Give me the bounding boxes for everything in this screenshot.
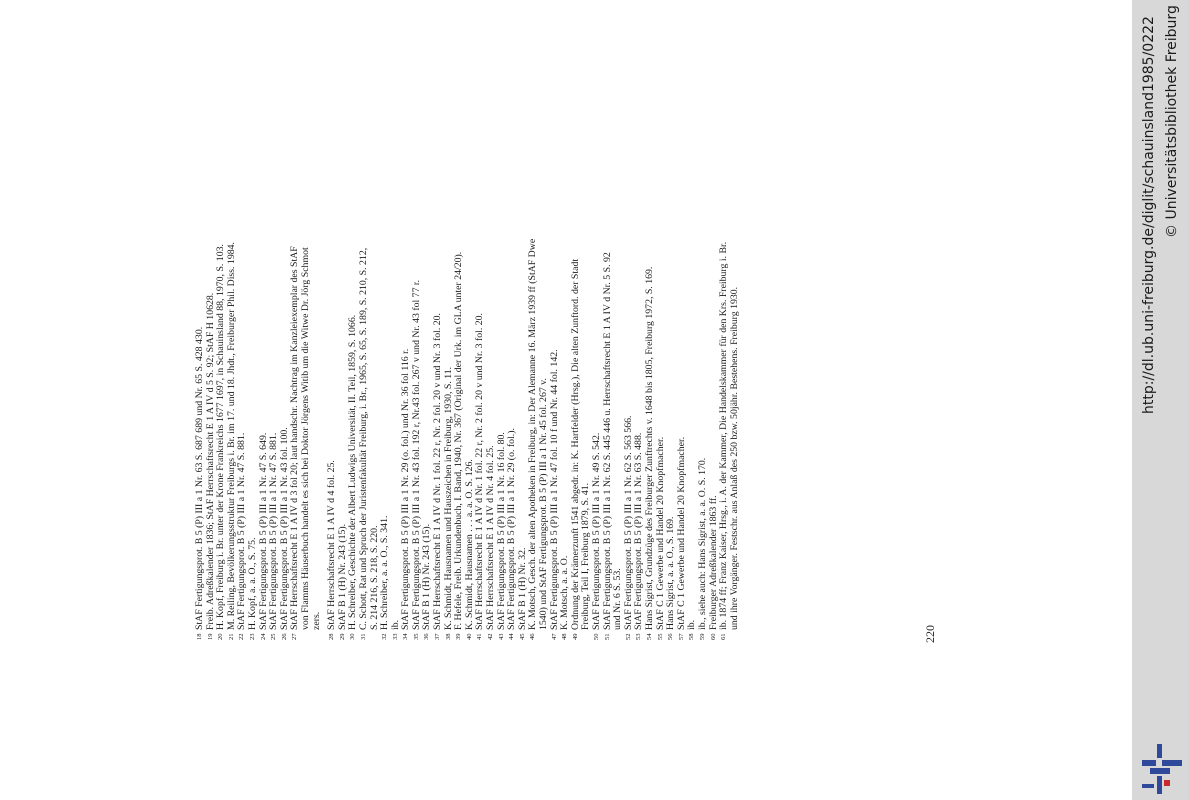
footnote-text: ib. 1874 ff; Franz Kaiser, Hrsg., i. A. der Kammer, Die Handelskammer für den Krs. Freiburg i. Br.: [718, 241, 730, 630]
footnote-number: 42: [487, 633, 495, 640]
footnote-number: 22: [238, 633, 246, 640]
footnote-text: H. Schreiber, a. a. O., S. 341.: [379, 515, 391, 630]
footnote-number: 25: [270, 633, 278, 640]
footnote-text: StAF Fertigungsprot. B 5 (P) III a 1 Nr. 43 fol. 100.: [278, 427, 290, 630]
footnote-text: StAF Fertigungsprot. B 5 (P) III a 1 Nr. 63 S. 687 689 und Nr. 65 S. 428 430.: [194, 326, 205, 630]
footnote-number: 58: [688, 633, 696, 640]
footnote-number: 18: [196, 633, 203, 640]
footnote-number: 51: [603, 633, 611, 640]
footnote-text: StAF Fertigungsprot. B 5 (P) III a 1 Nr. 62 S. 445 446 u. Herrschaftsrecht E 1 A IV d Nr. 5 S. 92: [601, 252, 613, 630]
footnote-text: StAF Herrschaftsrecht E 1 A IV d 3 fol 20; laut handschr. Nachtrag im Kanzleiexemplar des StAF: [289, 246, 301, 630]
footnote-number: 44: [508, 633, 516, 640]
footnote-number: 43: [497, 633, 505, 640]
footnote-item: [359, 120, 380, 640]
footnote-number: 61: [720, 633, 728, 640]
footnote-item: [248, 120, 259, 640]
footnote-text: StAF Herrschaftsrecht E 1 A IV d 4 fol. 25.: [326, 460, 338, 630]
footnote-number: 50: [592, 633, 600, 640]
library-logo-icon: [1140, 744, 1184, 794]
footnote-number: 36: [423, 633, 431, 640]
footnote-number: 19: [206, 633, 214, 640]
footnote-text: 1540) und StAF Fertigungsprot. B 5 (P) III a 1 Nr. 45 fol. 267 v.: [538, 378, 549, 630]
footnote-item: [603, 120, 624, 640]
footnote-number: 55: [656, 633, 664, 640]
footnote-text: StAF C 1 Gewerbe und Handel 20 Knopfmacher.: [654, 436, 666, 630]
footnote-text: StAF Fertigungsprot. B 5 (P) III a 1 Nr. 49 S. 542.: [590, 432, 602, 630]
footnote-number: 32: [381, 633, 389, 640]
footnote-text: StAF Fertigungsprot. B 5 (P) III a 1 Nr. 47 S. 649.: [257, 432, 269, 630]
footnote-number: 30: [349, 633, 357, 640]
footnote-number: 60: [709, 633, 717, 640]
footnote-text: ib., siehe auch: Hans Sigrist, a. a. O. S. 170.: [696, 457, 708, 630]
footnote-text: H. Kopf, a. a. O., S. 75.: [246, 537, 258, 630]
footnote-text: StAF Fertigungsprot. B 5 (P) III a 1 Nr. 47 S. 881.: [268, 432, 280, 630]
footnote-number: 31: [359, 633, 367, 640]
footnote-text: F. Hefele, Freib. Urkundenbuch, I. Band, 1940, Nr. 367 (Original der Urk. im GLA unter 24/20).: [453, 251, 465, 630]
footnote-text: StAF Fertigungsprot. B 5 (P) III a 1 Nr. 47 S. 881.: [236, 432, 248, 630]
footnote-number: 23: [248, 633, 256, 640]
footnote-text: Freiburg, Teil I, Freiburg 1879, S. 41.: [580, 482, 592, 630]
footnote-number: 39: [455, 633, 463, 640]
footnote-number: 34: [402, 633, 410, 640]
footnote-text: StAF Fertigungsprot. B 5 (P) III a 1 Nr. 47 fol. 10 f und Nr. 44 fol. 142.: [548, 349, 560, 630]
footnote-text: K. Motsch, Gesch. der alten Apotheken in Freiburg, in: Der Alemanne 16. März 1939 ff (StAF Dwe: [527, 238, 539, 630]
footnote-text: H. Schreiber, Geschichte der Albert Ludwigs Universität, II. Teil, 1859, S. 1066.: [347, 314, 359, 630]
footnote-text: M. Reiling, Bevölkerungsstruktur Freiburgs i. Br. im 17. und 18. Jhdt., Freiburger Phil. Diss. 1984.: [225, 242, 237, 630]
footnote-text: StAF B 1 (H) Nr. 32.: [516, 547, 528, 630]
footnote-text: Hans Sigrist, Grundzüge des Freiburger Zunftrechts v. 1648 bis 1805, Freiburg 1972, S. 169.: [643, 266, 655, 630]
footnote-item: [677, 120, 688, 640]
footnote-text: K. Schmidt, Hausnamen und Hauszeichen in Freiburg, 1930, S. 11.: [442, 366, 454, 630]
footnote-number: 26: [280, 633, 288, 640]
footnote-text: StAF Fertigungsprot. B 5 (P) III a 1 Nr. 62 S. 563 566.: [622, 415, 634, 630]
footnote-text: Freib. Adreßkalender 1836; StAF Herrschaftsrecht E 1 A IV d 5 S. 92; StAF H 10628.: [204, 292, 216, 630]
footnote-number: 27: [291, 633, 299, 640]
footnote-item: [592, 120, 603, 640]
footnote-text: StAF Herrschaftsrecht E 1 A IV d Nr. 1 fol. 22 r, Nr. 2 fol. 20 v und Nr. 3 fol. 20.: [474, 313, 486, 630]
footnote-text: und Nr. 6 S. 53.: [612, 568, 624, 630]
footnote-number: 33: [391, 633, 399, 640]
footnote-item: [195, 120, 206, 640]
footnote-text: K. Schmidt, Hausnamen . . . a. a. O. S. 126.: [463, 459, 475, 630]
footnote-number: 24: [259, 633, 267, 640]
footnote-item: [290, 120, 322, 640]
footnote-text: H. Kopf, Freiburg i. Br. unter der Krone Frankreichs 1677 1697, in Schauinsland 88, 1970, S. 103.: [215, 244, 227, 630]
footnote-number: 45: [518, 633, 526, 640]
footnote-number: 29: [338, 633, 346, 640]
footnote-text: C. Schott, Rat und Spruch der Juristenfakultät Freiburg, i. Br., 1965, S. 65, S. 189, S. 210, S. 212,: [357, 247, 369, 630]
footnote-text: StAF Herrschaftsrecht E 1 A IV d Nr. 1 fol. 22 r, Nr. 2 fol. 20 v und Nr. 3 fol. 20.: [432, 313, 444, 630]
footnote-text: von Flamms Häuserbuch handelt es sich bei Doktor Jörgens Witib um die Witwe Dr. Jörg Schmot: [299, 247, 311, 630]
footnote-item: [380, 120, 391, 640]
footnote-number: 40: [465, 633, 473, 640]
footnote-text: Hans Sigrist, a. a. O., S. 169.: [665, 516, 677, 630]
footnote-text: StAF Herrschaftsrecht E 1 A IV d Nr. 4 fol. 25.: [485, 445, 497, 630]
source-url-link[interactable]: http://dl.ub.uni-freiburg.de/diglit/schauinsland1985/0222: [1141, 16, 1157, 414]
footnote-text: zers.: [310, 611, 322, 630]
footnote-text: Ordnung der Krämerzunft 1541 abgedr. in: K. Hartfelder (Hrsg.), Die alten Zunftord. der Stadt: [569, 258, 581, 630]
footnote-number: 53: [635, 633, 643, 640]
footnote-text: Freiburger Adreßkalender 1863 ff.: [707, 495, 719, 630]
footnote-text: StAF Fertigungsprot. B 5 (P) III a 1 Nr. 43 fol. 192 r, Nr.43 fol. 267 v und Nr. 43 fol 77 r.: [410, 279, 422, 630]
footnote-number: 35: [412, 633, 420, 640]
footnote-text: und ihre Vorgänger. Festschr. aus Anlaß des 250 bzw. 50jähr. Bestehens. Freiburg 1930.: [728, 286, 740, 630]
footnotes-block: [195, 120, 740, 640]
footnote-number: 56: [667, 633, 675, 640]
copyright-notice: © Universitätsbibliothek Freiburg: [1164, 5, 1180, 238]
footnote-item: [528, 120, 549, 640]
footnote-number: 20: [217, 633, 225, 640]
footnote-text: K. Motsch, a. a. O.: [559, 555, 571, 630]
footnote-number: 38: [444, 633, 452, 640]
footnote-number: 47: [550, 633, 558, 640]
footnote-item: [571, 120, 592, 640]
footnote-text: StAF Fertigungsprot. B 5 (P) III a 1 Nr. 29 (o. fol.).: [506, 428, 518, 630]
footnote-number: 49: [571, 633, 579, 640]
footnote-item: [719, 120, 740, 640]
footnote-item: [698, 120, 709, 640]
footnote-text: StAF B 1 (H) Nr. 243 (15).: [336, 523, 348, 630]
footnote-number: 37: [434, 633, 442, 640]
footnote-number: 46: [529, 633, 537, 640]
footnote-text: ib.: [686, 619, 698, 630]
footnote-number: 54: [645, 633, 653, 640]
page-number: 220: [923, 625, 937, 643]
footnote-text: StAF Fertigungsprot. B 5 (P) III a 1 Nr. 29 (o. fol.) und Nr. 36 fol 116 r.: [400, 348, 412, 630]
footnote-text: StAF C 1 Gewerbe und Handel 20 Knopfmacher.: [675, 436, 687, 630]
footnote-item: [645, 120, 656, 640]
footnote-text: ib.: [389, 619, 401, 630]
footnote-number: 59: [698, 633, 706, 640]
footnote-text: S. 214 216, S. 218, S. 220.: [368, 525, 380, 630]
footnote-number: 48: [561, 633, 569, 640]
footnote-number: 21: [227, 633, 235, 640]
footnote-number: 52: [624, 633, 632, 640]
footnote-text: StAF Fertigungsprot. B 5 (P) III a 1 Nr. 16 fol. 80.: [495, 432, 507, 630]
footnote-number: 28: [328, 633, 336, 640]
footnote-number: 41: [476, 633, 484, 640]
footnote-number: 57: [677, 633, 685, 640]
footnote-text: StAF B 1 (H) Nr. 243 (15).: [421, 523, 433, 630]
footnote-text: StAF Fertigungsprot. B 5 (P) III a 1 Nr. 63 S. 488.: [633, 432, 645, 630]
